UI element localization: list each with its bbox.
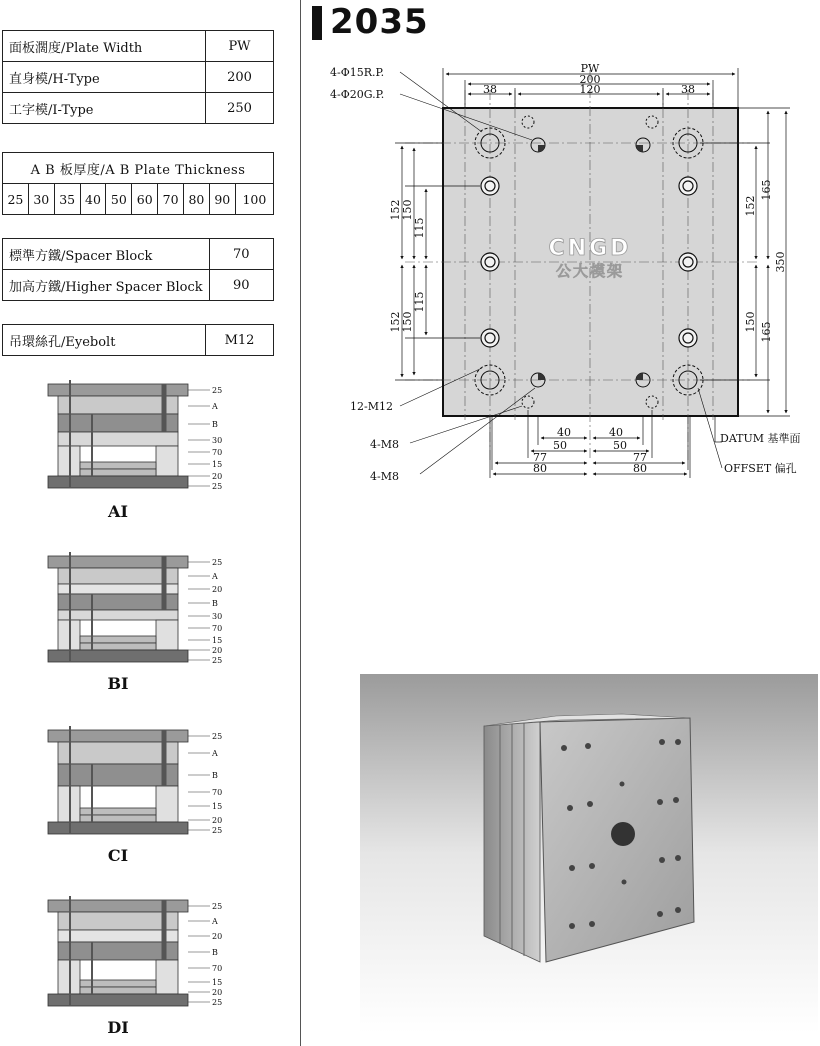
spacer-block-table (2, 238, 274, 301)
dim-label: 165 (760, 321, 773, 343)
dim-label: 50 (613, 439, 627, 452)
dim-label: 120 (579, 83, 601, 96)
mold-plates (48, 896, 188, 1006)
table-row (3, 239, 274, 270)
thickness-cell: 25 (3, 184, 29, 215)
layer-label: 20 (212, 988, 223, 997)
thickness-cell: 80 (184, 184, 210, 215)
logo-subtext: 公大模架 (555, 262, 625, 280)
layer-labels (188, 902, 222, 1007)
table-cell: 直身模/H-Type (3, 62, 206, 93)
dim-label: 350 (774, 251, 787, 273)
column-divider (300, 0, 301, 1046)
layer-label: A (212, 749, 218, 758)
layer-labels (188, 558, 222, 665)
layer-label: 25 (212, 902, 223, 911)
table-cell: 面板濶度/Plate Width (3, 31, 206, 62)
dim-label: 80 (633, 462, 647, 475)
mold-diagram-ai (40, 378, 280, 500)
dim-label: 115 (413, 291, 426, 313)
layer-label: 20 (212, 646, 223, 655)
dim-label: 200 (579, 73, 601, 86)
layer-label: 15 (212, 802, 223, 811)
layer-label: 20 (212, 816, 223, 825)
callout-label: 4-Φ20G.P. (330, 88, 385, 101)
table-cell: 工字模/I-Type (3, 93, 206, 124)
mold-block (484, 714, 694, 962)
thickness-cell: 50 (106, 184, 132, 215)
logo-text: CNGD (548, 236, 632, 261)
table-row (3, 270, 274, 301)
layer-label: 30 (212, 436, 223, 445)
mold-plates (48, 726, 188, 834)
table-cell: 加高方鐵/Higher Spacer Block (3, 270, 210, 301)
dim-label: 77 (633, 451, 647, 464)
layer-label: 25 (212, 826, 223, 835)
mold-diagram-di (40, 894, 280, 1016)
callout-label: 4-M8 (370, 470, 399, 483)
thickness-cell: 30 (28, 184, 54, 215)
offset-label: OFFSET 偏孔 (724, 462, 797, 475)
layer-labels (188, 386, 222, 491)
table-row (3, 93, 274, 124)
mold-type-label: DI (107, 1018, 129, 1037)
layer-labels (188, 732, 222, 835)
table-row (3, 325, 274, 356)
dim-label: 152 (744, 195, 757, 217)
layer-label: 15 (212, 978, 223, 987)
thickness-cell: 70 (158, 184, 184, 215)
layer-label: A (212, 917, 218, 926)
layer-label: 20 (212, 472, 223, 481)
product-photo (360, 674, 818, 1034)
layer-label: 25 (212, 998, 223, 1007)
thickness-cell: 90 (209, 184, 235, 215)
layer-label: 70 (212, 964, 223, 973)
eyebolt-table (2, 324, 274, 356)
dim-label: 152 (389, 311, 402, 333)
dim-label: 38 (681, 83, 695, 96)
dim-label: 152 (389, 199, 402, 221)
mold-plates (48, 380, 188, 488)
layer-label: B (212, 599, 218, 608)
dim-label: 150 (401, 311, 414, 333)
table-cell: 250 (206, 93, 274, 124)
dim-label: 80 (533, 462, 547, 475)
layer-label: B (212, 771, 218, 780)
callout-label: 4-M8 (370, 438, 399, 451)
mold-type-label: BI (107, 674, 129, 693)
datum-label: DATUM 基準面 (720, 432, 801, 445)
layer-label: 70 (212, 448, 223, 457)
plate-thickness-table (2, 152, 274, 215)
layer-label: 20 (212, 585, 223, 594)
dim-label: 150 (401, 199, 414, 221)
layer-label: B (212, 420, 218, 429)
layer-label: 20 (212, 932, 223, 941)
layer-label: 15 (212, 636, 223, 645)
mold-type-label: CI (107, 846, 129, 865)
thickness-cell: 40 (80, 184, 106, 215)
layer-label: 25 (212, 558, 223, 567)
plate-width-table (2, 30, 274, 124)
table-header: A B 板厚度/A B Plate Thickness (3, 153, 274, 184)
layer-label: 70 (212, 624, 223, 633)
dim-label: 50 (553, 439, 567, 452)
callout-label: 4-Φ15R.P. (330, 66, 385, 79)
table-cell: M12 (206, 325, 274, 356)
thickness-cell: 100 (235, 184, 273, 215)
table-row (3, 62, 274, 93)
mold-diagram-ci (40, 722, 280, 844)
layer-label: 25 (212, 656, 223, 665)
dim-label: 77 (533, 451, 547, 464)
table-cell: 標準方鐵/Spacer Block (3, 239, 210, 270)
table-cell: PW (206, 31, 274, 62)
callout-label: 12-M12 (350, 400, 393, 413)
table-cell: 吊環絲孔/Eyebolt (3, 325, 206, 356)
mold-diagram-bi (40, 550, 280, 672)
thickness-cell: 60 (132, 184, 158, 215)
layer-label: 25 (212, 732, 223, 741)
layer-label: A (212, 572, 218, 581)
dim-label: 40 (557, 426, 571, 439)
table-cell: 200 (206, 62, 274, 93)
dim-label: 150 (744, 311, 757, 333)
table-row (3, 31, 274, 62)
title-accent-bar (312, 6, 322, 40)
dim-label: 38 (483, 83, 497, 96)
layer-label: 15 (212, 460, 223, 469)
layer-label: B (212, 948, 218, 957)
dim-label: 115 (413, 217, 426, 239)
plate-drawing (310, 50, 815, 490)
bottom-dimensions (490, 410, 722, 478)
dim-label: 40 (609, 426, 623, 439)
mold-plates (48, 552, 188, 662)
mold-type-label: AI (108, 502, 128, 521)
table-cell: 70 (209, 239, 273, 270)
layer-label: 30 (212, 612, 223, 621)
layer-label: 70 (212, 788, 223, 797)
table-row (3, 153, 274, 184)
layer-label: 25 (212, 386, 223, 395)
mold-base-illustration (360, 674, 818, 1034)
layer-label: 25 (212, 482, 223, 491)
page-title: 2035 (330, 2, 429, 42)
table-cell: 90 (209, 270, 273, 301)
table-row (3, 184, 274, 215)
dim-label: PW (580, 62, 600, 75)
dim-label: 165 (760, 179, 773, 201)
layer-label: A (212, 402, 218, 411)
thickness-cell: 35 (54, 184, 80, 215)
